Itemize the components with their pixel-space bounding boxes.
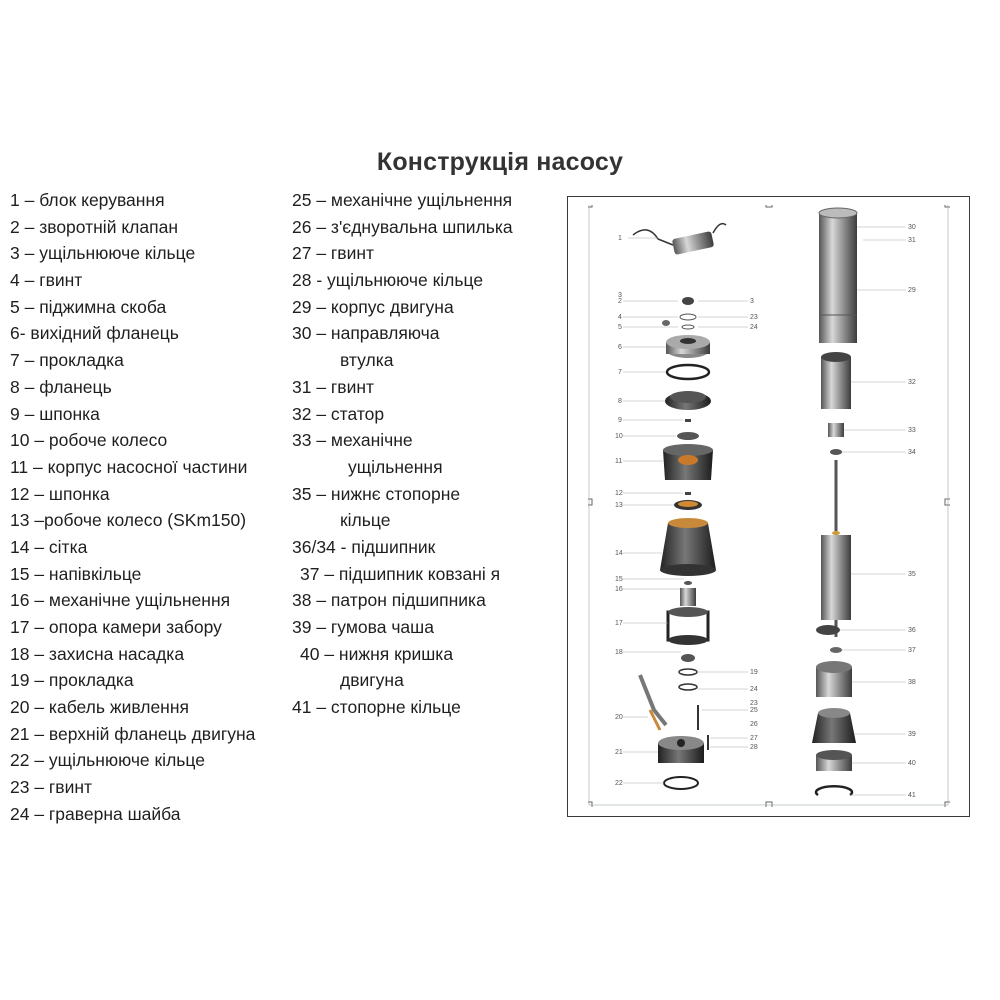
diagram-label: 10 <box>615 433 623 440</box>
diagram-label: 23 <box>750 314 758 321</box>
list-item: 41 – стопорне кільце <box>292 697 461 718</box>
exploded-pump-diagram <box>588 205 950 807</box>
diagram-label: 40 <box>908 760 916 767</box>
protective-cap <box>679 654 697 690</box>
motor-housing <box>819 208 857 343</box>
list-item: 14 – сітка <box>10 536 88 557</box>
diagram-label: 9 <box>618 417 622 424</box>
diagram-label: 3 <box>750 298 754 305</box>
rubber-cup <box>812 708 856 743</box>
list-item: 37 – підшипник ковзані я <box>300 563 501 584</box>
check-valve <box>682 297 694 305</box>
diagram-label: 17 <box>615 620 623 627</box>
list-item: 32 – статор <box>292 403 385 424</box>
diagram-label: 14 <box>615 550 623 557</box>
list-item: 39 – гумова чаша <box>292 617 434 637</box>
mechanical-seal <box>828 423 844 455</box>
list-item: 19 – прокладка <box>10 670 134 691</box>
gasket <box>667 365 709 379</box>
control-box <box>633 224 726 255</box>
power-cable <box>640 675 666 730</box>
diagram-label: 23 <box>750 700 758 707</box>
list-item: 40 – нижня кришка <box>300 643 454 664</box>
list-item: 16 – механічне ущільнення <box>10 590 231 611</box>
pump-housing <box>663 444 713 480</box>
list-item: 31 – гвинт <box>292 376 375 397</box>
flange <box>665 391 711 410</box>
diagram-label: 12 <box>615 490 623 497</box>
list-item: 26 – з'єднувальна шпилька <box>292 216 513 237</box>
diagram-label: 37 <box>908 647 916 654</box>
seal-ring <box>664 777 698 789</box>
list-item: 9 – шпонка <box>10 403 100 424</box>
list-item: 4 – гвинт <box>10 270 83 291</box>
list-item-continuation: двигуна <box>340 670 404 691</box>
list-item: 29 – корпус двигуна <box>292 296 454 317</box>
diagram-label: 19 <box>750 669 758 676</box>
diagram-label: 6 <box>618 344 622 351</box>
retaining-ring <box>816 786 852 795</box>
diagram-label: 3 <box>618 292 622 299</box>
key-impeller-lower <box>674 492 702 510</box>
list-item: 33 – механічне <box>292 430 413 451</box>
diagram-label: 34 <box>908 449 916 456</box>
diagram-label: 20 <box>615 714 623 721</box>
screen-mesh <box>660 518 716 576</box>
list-item: 24 – граверна шайба <box>10 803 181 824</box>
diagram-label: 1 <box>618 235 622 242</box>
list-item: 10 – робоче колесо <box>10 430 168 451</box>
list-item-continuation: кільце <box>340 510 391 531</box>
list-item: 8 – фланець <box>10 376 112 397</box>
diagram-label: 32 <box>908 379 916 386</box>
diagram-label: 30 <box>908 224 916 231</box>
motor-top-flange <box>658 736 704 763</box>
diagram-label: 18 <box>615 649 623 656</box>
diagram-label: 28 <box>750 744 758 751</box>
diagram-label: 11 <box>615 458 623 465</box>
list-item: 27 – гвинт <box>292 243 375 264</box>
leader-labels-left <box>615 235 758 787</box>
bearings <box>816 625 842 653</box>
diagram-label: 7 <box>618 369 622 376</box>
list-item: 35 – нижнє стопорне <box>292 483 461 504</box>
diagram-label: 13 <box>615 502 623 509</box>
list-item: 3 – ущільнююче кільце <box>10 243 196 264</box>
diagram-label: 25 <box>750 707 758 714</box>
list-item: 6- вихідний фланець <box>10 323 179 344</box>
diagram-label: 2 <box>618 298 622 305</box>
parts-list-right <box>292 187 562 721</box>
list-item: 15 – напівкільце <box>10 563 142 584</box>
list-item: 12 – шпонка <box>10 483 110 504</box>
diagram-label: 24 <box>750 324 758 331</box>
diagram-label: 36 <box>908 627 916 634</box>
diagram-label: 26 <box>750 721 758 728</box>
diagram-label: 22 <box>615 780 623 787</box>
list-item-continuation: втулка <box>340 350 394 371</box>
diagram-label: 33 <box>908 427 916 434</box>
diagram-label: 39 <box>908 731 916 738</box>
intake-support <box>668 607 708 645</box>
page-title: Конструкція насосу <box>376 148 624 176</box>
diagram-label: 41 <box>908 792 916 799</box>
list-item: 25 – механічне ущільнення <box>292 190 513 210</box>
list-item: 30 – направляюча <box>292 323 440 344</box>
key-and-impeller <box>677 419 699 440</box>
list-item: 28 - ущільнююче кільце <box>292 270 484 291</box>
diagram-label: 31 <box>908 237 916 244</box>
list-item: 1 – блок керування <box>10 190 165 210</box>
list-item: 18 – захисна насадка <box>10 643 185 664</box>
parts-list-left <box>10 187 290 828</box>
outlet-flange <box>666 335 710 358</box>
list-item: 22 – ущільнююче кільце <box>10 750 205 771</box>
list-item: 21 – верхній фланець двигуна <box>10 723 256 744</box>
list-item: 20 – кабель живлення <box>10 697 189 718</box>
diagram-label: 35 <box>908 571 916 578</box>
half-ring-and-seal <box>680 581 696 606</box>
diagram-label: 29 <box>908 287 916 294</box>
diagram-label: 21 <box>615 749 623 756</box>
diagram-label: 15 <box>615 576 623 583</box>
list-item: 2 – зворотній клапан <box>10 216 179 237</box>
diagram-label: 5 <box>618 324 622 331</box>
list-item: 38 – патрон підшипника <box>292 590 486 611</box>
lower-cover <box>816 750 852 771</box>
list-item: 17 – опора камери забору <box>10 617 222 637</box>
list-item: 5 – піджимна скоба <box>10 296 167 317</box>
rotor-shaft <box>821 460 851 637</box>
list-item: 7 – прокладка <box>10 350 124 371</box>
diagram-label: 38 <box>908 679 916 686</box>
list-item: 23 – гвинт <box>10 777 93 798</box>
bearing-holder <box>816 661 852 697</box>
leader-labels-right <box>908 224 916 799</box>
list-item-continuation: ущільнення <box>348 456 443 477</box>
diagram-label: 16 <box>615 586 623 593</box>
list-item: 11 – корпус насосної частини <box>10 456 248 477</box>
diagram-label: 4 <box>618 314 622 321</box>
diagram-label: 24 <box>750 686 758 693</box>
list-item: 13 –робоче колесо (SKm150) <box>10 510 247 531</box>
diagram-label: 27 <box>750 735 758 742</box>
list-item: 36/34 - підшипник <box>292 536 436 557</box>
diagram-label: 8 <box>618 398 622 405</box>
stator <box>821 352 851 409</box>
